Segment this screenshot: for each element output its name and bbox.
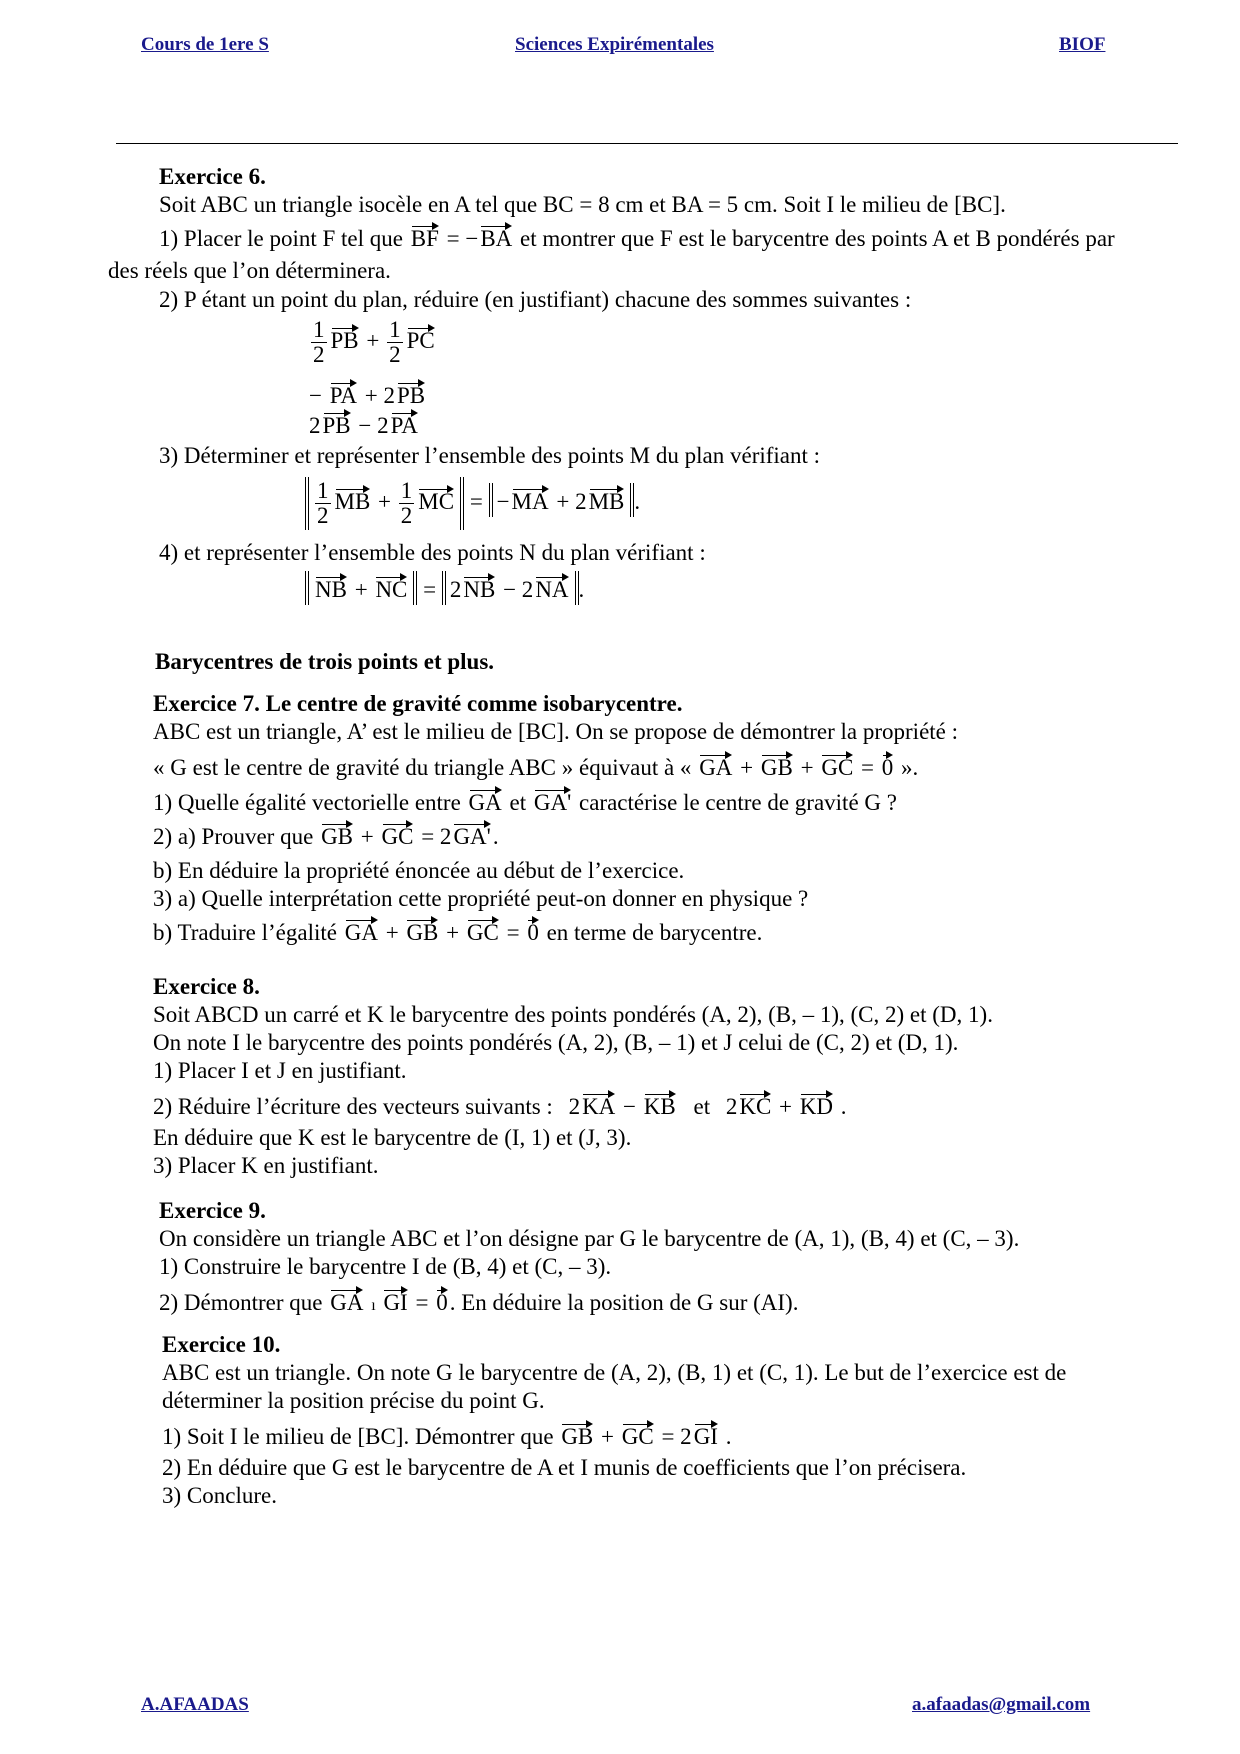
- vector-ga: GA: [330, 1286, 363, 1313]
- header-track: BIOF: [1059, 34, 1106, 55]
- vector-ma: MA: [512, 485, 549, 512]
- vector-mb: MB: [589, 485, 625, 512]
- vector-na: NA: [535, 573, 568, 600]
- vector-ba: BA: [480, 222, 512, 249]
- ex8-line3: 1) Placer I et J en justifiant.: [153, 1058, 407, 1083]
- minus-sign: −: [309, 383, 322, 408]
- plus-sign: +: [378, 489, 392, 514]
- vector-ga-prime: GA': [453, 820, 490, 847]
- vector-ga-prime: GA': [534, 786, 571, 813]
- ex8-line5: En déduire que K est le barycentre de (I, 1) et (J, 3).: [153, 1125, 632, 1150]
- vector-gb: GB: [321, 820, 353, 847]
- ex9-line1: On considère un triangle ABC et l’on désigne par G le barycentre de (A, 1), (B, 4) et (C, – 3).: [159, 1226, 1020, 1251]
- ex10-line3: 1) Soit I le milieu de [BC]. Démontrer que GB + GC = 2GI .: [162, 1420, 731, 1451]
- vector-zero: 0: [527, 916, 539, 943]
- vector-ga: GA: [699, 751, 732, 778]
- ex7-q3a: 3) a) Quelle interprétation cette propriété peut-on donner en physique ?: [153, 886, 809, 911]
- ex7-q1: 1) Quelle égalité vectorielle entre GA et GA' caractérise le centre de gravité G ?: [153, 786, 897, 817]
- ex6-sum1: [309, 318, 437, 367]
- ex6-q4: 4) et représenter l’ensemble des points N du plan vérifiant :: [159, 540, 706, 565]
- vector-ga: GA: [345, 916, 378, 943]
- vector-kd: KD: [800, 1090, 833, 1117]
- ex10-line5: 3) Conclure.: [162, 1483, 277, 1508]
- vector-kc: KC: [739, 1090, 771, 1117]
- vector-mb: MB: [335, 485, 371, 512]
- fraction: $\frac{1}{2}$: [313, 317, 325, 367]
- vector-nc: NC: [375, 573, 407, 600]
- vector-gb: GB: [406, 916, 438, 943]
- plus-sign: +: [366, 327, 380, 353]
- header-course: Cours de 1ere S: [141, 34, 269, 55]
- equals-sign: =: [469, 489, 483, 514]
- ex7-property: « G est le centre de gravité du triangle ABC » équivaut à « GA + GB + GC = 0 ».: [153, 751, 918, 782]
- ex9-title: Exercice 9.: [159, 1198, 266, 1223]
- ex6-q1: [159, 222, 1115, 253]
- vector-gi: GI: [383, 1286, 407, 1313]
- footer-author: A.AFAADAS: [141, 1694, 249, 1715]
- ex6-eq4: NB + NC = 2NB − 2NA .: [305, 571, 584, 605]
- ex6-eq3: $\frac{1}{2}$ MB + $\frac{1}{2}$ MC = −MA + 2MB .: [305, 476, 640, 530]
- norm-right: 2NB − 2NA: [442, 571, 579, 605]
- ex8-line6: 3) Placer K en justifiant.: [153, 1153, 379, 1178]
- ex7-q3b: b) Traduire l’égalité GA + GB + GC = 0 en terme de barycentre.: [153, 916, 762, 947]
- ex6-q2: 2) P étant un point du plan, réduire (en justifiant) chacune des sommes suivantes :: [159, 287, 912, 312]
- vector-nb: NB: [463, 573, 495, 600]
- ex6-q1-text: 1) Placer le point F tel que: [159, 226, 403, 251]
- ex7-title: Exercice 7. Le centre de gravité comme isobarycentre.: [153, 691, 683, 716]
- ex6-q1-text2: et montrer que F est le barycentre des points A et B pondérés par: [520, 226, 1115, 251]
- vector-pb: PB: [331, 324, 359, 351]
- vector-gb: GB: [561, 1420, 593, 1447]
- vector-pc: PC: [407, 324, 435, 351]
- vector-gc: GC: [467, 916, 499, 943]
- vector-ka: KA: [582, 1090, 615, 1117]
- vector-bf: BF: [411, 222, 439, 249]
- vector-gc: GC: [622, 1420, 654, 1447]
- vector-pa: PA: [330, 379, 357, 406]
- ex6-sum3: [309, 409, 420, 440]
- ex10-line1: ABC est un triangle. On note G le barycentre de (A, 2), (B, 1) et (C, 1). Le but de l’exercice est de: [162, 1360, 1067, 1385]
- vector-ga: GA: [469, 786, 502, 813]
- section-title: Barycentres de trois points et plus.: [155, 649, 495, 674]
- ex10-title: Exercice 10.: [162, 1332, 281, 1357]
- norm-right: −MA + 2MB: [489, 483, 635, 517]
- ex8-line1: Soit ABCD un carré et K le barycentre des points pondérés (A, 2), (B, – 1), (C, 2) et (D, 1).: [153, 1002, 993, 1027]
- vector-zero: 0: [882, 751, 894, 778]
- ex9-line3: 2) Démontrer que GA ı GI = 0. En déduire la position de G sur (AI).: [159, 1286, 798, 1320]
- vector-pb: PB: [323, 409, 351, 436]
- fraction: $\frac{1}{2}$: [317, 478, 329, 529]
- vector-pa: PA: [391, 409, 418, 436]
- ex6-intro: Soit ABC un triangle isocèle en A tel que BC = 8 cm et BA = 5 cm. Soit I le milieu de [BC].: [159, 192, 1006, 217]
- fraction: $\frac{1}{2}$: [389, 317, 401, 367]
- coef: − 2: [358, 413, 389, 438]
- vector-zero: 0: [436, 1286, 448, 1313]
- coef: 2: [309, 413, 321, 438]
- header-subject: Sciences Expirémentales: [515, 34, 714, 55]
- coef: + 2: [364, 383, 396, 408]
- ex7-intro: ABC est un triangle, A’ est le milieu de [BC]. On se propose de démontrer la propriété :: [153, 719, 959, 744]
- header-rule: [116, 143, 1178, 144]
- norm-left: NB + NC: [305, 571, 417, 605]
- ex8-title: Exercice 8.: [153, 974, 260, 999]
- vector-nb: NB: [315, 573, 347, 600]
- ex6-q1-eq: = −: [446, 226, 479, 251]
- ex6-sum2: [309, 379, 427, 410]
- ex8-line4: 2) Réduire l’écriture des vecteurs suivants : 2KA − KB et 2KC + KD .: [153, 1090, 847, 1121]
- vector-kb: KB: [644, 1090, 676, 1117]
- ex6-q3: 3) Déterminer et représenter l’ensemble des points M du plan vérifiant :: [159, 443, 821, 468]
- vector-gi: GI: [694, 1420, 718, 1447]
- ex6-q1-cont: des réels que l’on déterminera.: [108, 258, 391, 283]
- vector-gc: GC: [821, 751, 853, 778]
- ex10-line4: 2) En déduire que G est le barycentre de A et I munis de coefficients que l’on précisera.: [162, 1455, 967, 1480]
- ex7-q2a: 2) a) Prouver que GB + GC = 2GA'.: [153, 820, 499, 851]
- ex9-line2: 1) Construire le barycentre I de (B, 4) et (C, – 3).: [159, 1254, 612, 1279]
- vector-gb: GB: [761, 751, 793, 778]
- ex7-q2b: b) En déduire la propriété énoncée au début de l’exercice.: [153, 858, 685, 883]
- ex6-title: Exercice 6.: [159, 164, 266, 189]
- norm-left: [305, 477, 464, 530]
- fraction: $\frac{1}{2}$: [400, 478, 413, 529]
- footer-email[interactable]: a.afaadas@gmail.com: [912, 1694, 1091, 1715]
- ex10-line2: déterminer la position précise du point G.: [162, 1388, 545, 1413]
- vector-gc: GC: [382, 820, 414, 847]
- equals-sign: =: [423, 577, 437, 602]
- vector-pb: PB: [397, 379, 425, 406]
- ex8-line2: On note I le barycentre des points pondérés (A, 2), (B, – 1) et J celui de (C, 2) et (D, 1).: [153, 1030, 959, 1055]
- vector-mc: MC: [418, 485, 454, 512]
